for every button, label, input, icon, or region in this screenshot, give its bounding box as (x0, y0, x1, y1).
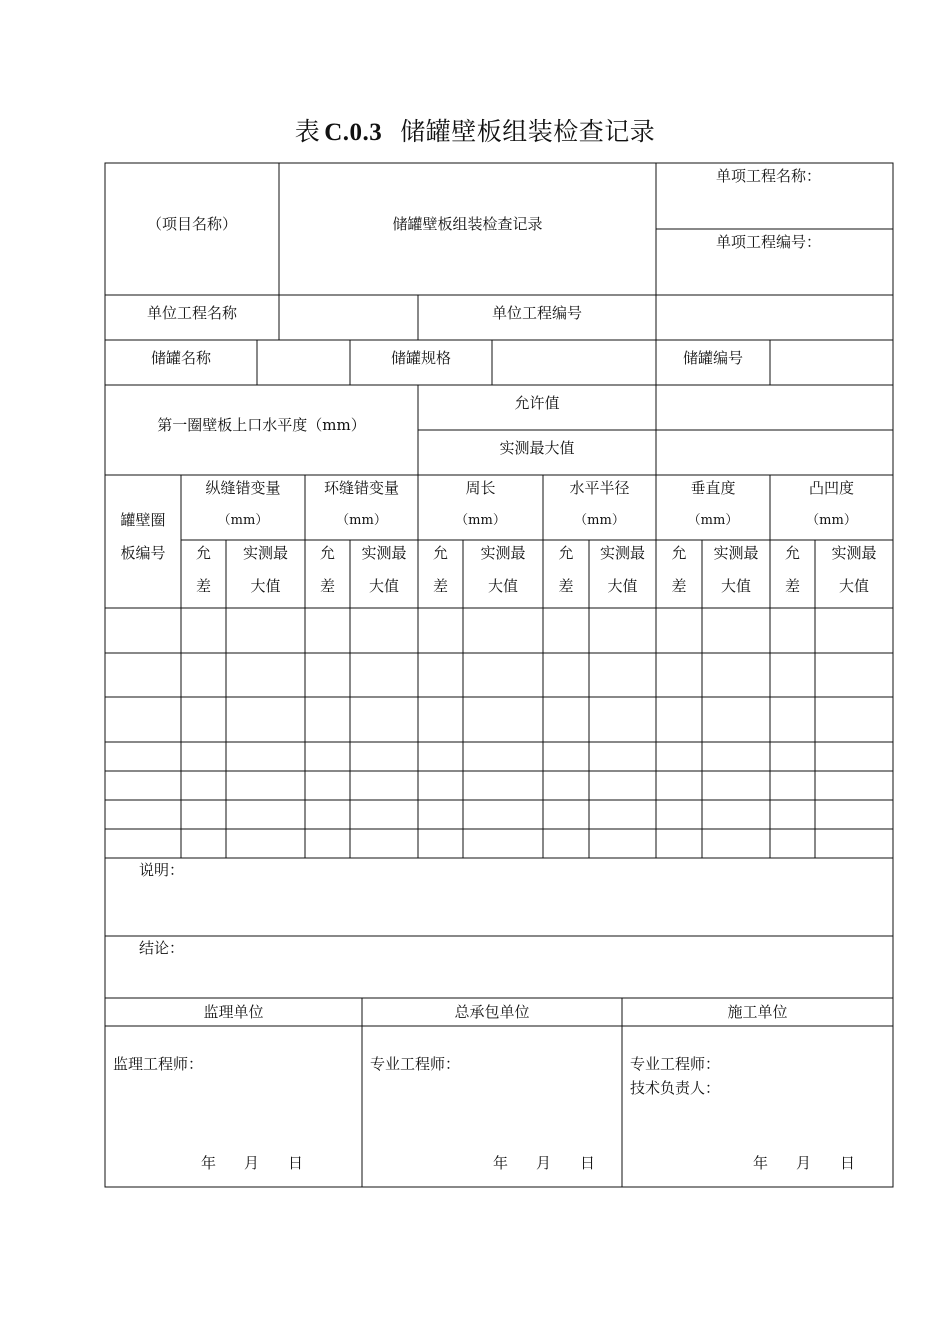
tolerance-label: 差 (432, 577, 448, 595)
measured-max-label: 实测最大值 (499, 439, 575, 457)
date-year: 年 (201, 1154, 217, 1172)
tolerance-label: 允 (784, 544, 800, 562)
tolerance-label: 允 (319, 544, 335, 562)
title-prefix: 表 (294, 117, 321, 146)
supervisor-unit-header: 监理单位 (203, 1003, 264, 1021)
date-day: 日 (840, 1154, 856, 1172)
measured-max-subheader: 大值 (250, 577, 281, 595)
record-name-label: 储罐壁板组装检查记录 (392, 215, 543, 233)
measured-max-subheader: 实测最 (480, 544, 526, 562)
allowed-value-label: 允许值 (514, 394, 560, 412)
tolerance-label: 差 (195, 577, 211, 595)
date-year: 年 (753, 1154, 769, 1172)
conclusion-label: 结论： (139, 939, 185, 957)
title-code: C.0.3 (324, 119, 383, 146)
group-unit: （mm） (574, 513, 625, 528)
group-unit: （mm） (336, 513, 387, 528)
unit-name-label: 单位工程名称 (146, 304, 237, 322)
unit-no-label: 单位工程编号 (491, 304, 582, 322)
general-contractor-header: 总承包单位 (454, 1003, 530, 1021)
date-year: 年 (493, 1154, 509, 1172)
measured-max-subheader: 大值 (607, 577, 638, 595)
tank-spec-label: 储罐规格 (390, 349, 451, 367)
tolerance-label: 差 (671, 577, 687, 595)
tank-name-label: 储罐名称 (150, 349, 211, 367)
date-day: 日 (288, 1154, 304, 1172)
tolerance-label: 允 (432, 544, 448, 562)
sub-item-name-label: 单项工程名称： (716, 167, 822, 185)
tolerance-label: 允 (195, 544, 211, 562)
measured-max-subheader: 大值 (720, 577, 751, 595)
group-unit: （mm） (455, 513, 506, 528)
construction-unit-header: 施工单位 (727, 1003, 788, 1021)
measured-max-subheader: 实测最 (831, 544, 877, 562)
group-name: 环缝错变量 (323, 479, 399, 497)
measured-max-subheader: 大值 (487, 577, 518, 595)
measured-max-subheader: 实测最 (599, 544, 645, 562)
tolerance-label: 差 (784, 577, 800, 595)
sub-item-no-label: 单项工程编号： (716, 233, 822, 251)
title-name: 储罐壁板组装检查记录 (400, 117, 656, 146)
tolerance-label: 允 (558, 544, 574, 562)
group-name: 周长 (465, 479, 496, 497)
measured-max-subheader: 大值 (368, 577, 399, 595)
contractor-engineer-label: 专业工程师： (370, 1055, 461, 1073)
supervisor-engineer-label: 监理工程师： (113, 1055, 204, 1073)
group-name: 凸凹度 (808, 479, 854, 497)
group-unit: （mm） (217, 513, 269, 528)
tank-no-label: 储罐编号 (682, 349, 743, 367)
measured-max-subheader: 实测最 (361, 544, 407, 562)
date-month: 月 (536, 1154, 552, 1172)
ring-no-label-line1: 罐壁圈 (120, 511, 166, 529)
group-name: 纵缝错变量 (205, 479, 281, 497)
tolerance-label: 允 (671, 544, 687, 562)
group-name: 水平半径 (569, 479, 630, 497)
ring-no-label-line2: 板编号 (120, 544, 166, 562)
description-label: 说明： (139, 861, 185, 879)
tolerance-label: 差 (319, 577, 335, 595)
group-unit: （mm） (687, 513, 739, 528)
date-day: 日 (580, 1154, 596, 1172)
project-name-label: （项目名称） (146, 215, 237, 233)
measured-max-subheader: 大值 (838, 577, 869, 595)
measured-max-subheader: 实测最 (713, 544, 759, 562)
measured-max-subheader: 实测最 (242, 544, 288, 562)
date-month: 月 (244, 1154, 260, 1172)
construction-engineer-label: 专业工程师： (630, 1055, 721, 1073)
group-unit: （mm） (806, 513, 857, 528)
group-name: 垂直度 (690, 479, 736, 497)
date-month: 月 (796, 1154, 812, 1172)
tolerance-label: 差 (558, 577, 574, 595)
technical-lead-label: 技术负责人： (630, 1079, 721, 1097)
first-ring-level-label: 第一圈壁板上口水平度（mm） (157, 416, 366, 434)
